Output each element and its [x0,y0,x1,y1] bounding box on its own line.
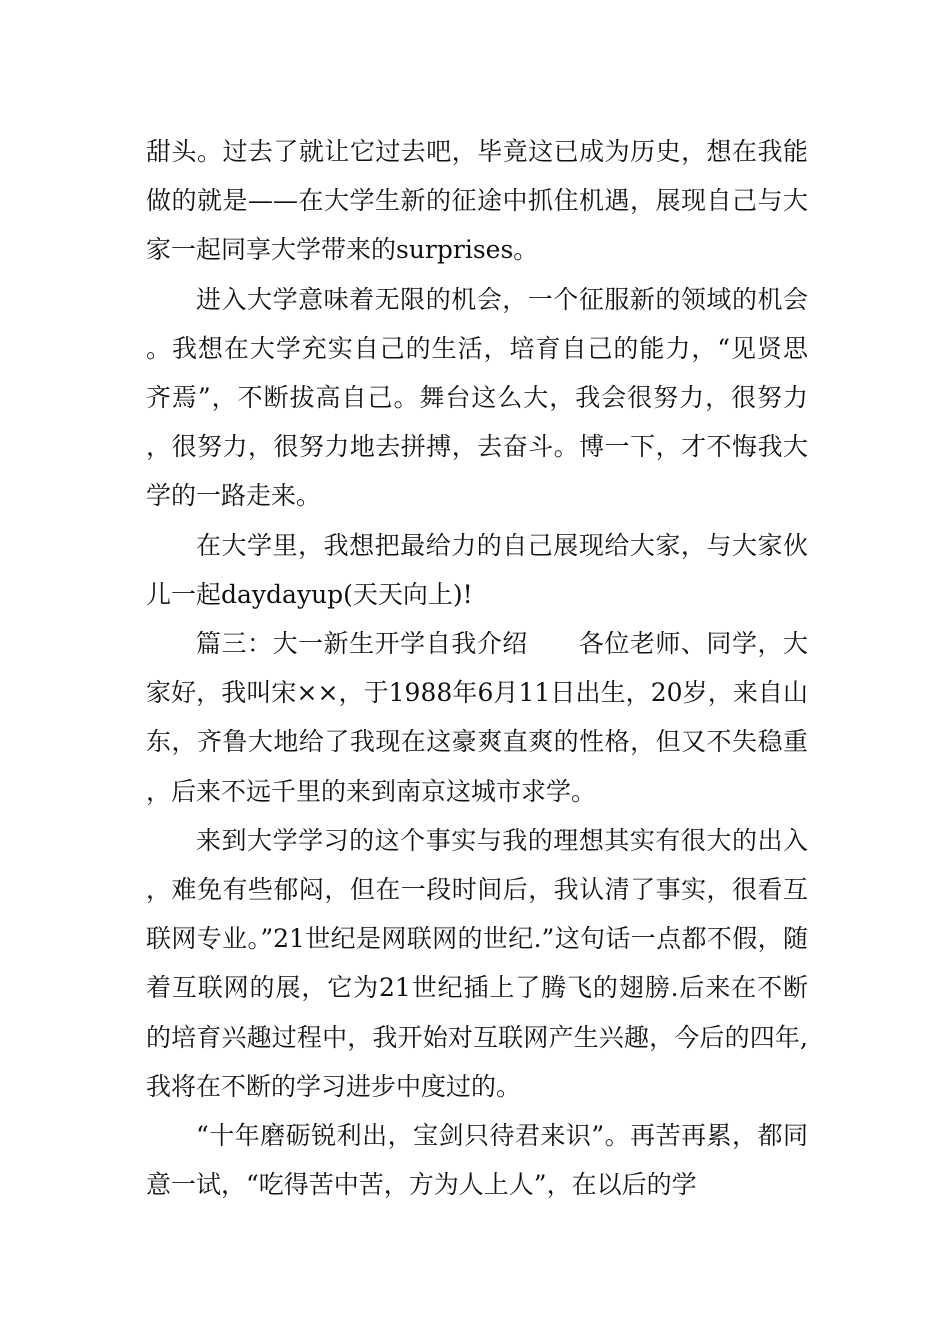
paragraph-show-yourself: 在大学里，我想把最给力的自己展现给大家，与大家伙儿一起daydayup(天天向上)! [146,530,808,609]
paragraph-internet-major: 来到大学学习的这个事实与我的理想其实有很大的出入，难免有些郁闷，但在一段时间后，我认清了事实，很看互联网专业。”21世纪是网联网的世纪.”这句话一点都不假，随着互联网的展，它为21世纪插上了腾飞的翅膀.后来在不断的培育兴趣过程中，我开始对互联网产生兴趣，今后的四年,我将在不断的学习进步中度过的。 [146,825,808,1101]
paragraph-hard-work: “十年磨砺锐利出，宝剑只待君来识”。再苦再累，都同意一试，“吃得苦中苦，方为人上人”，在以后的学 [146,1121,808,1200]
paragraph-opportunity: 进入大学意味着无限的机会，一个征服新的领域的机会。我想在大学充实自己的生活，培育自己的能力，“见贤思齐焉”，不断拔高自己。舞台这么大，我会很努力，很努力，很努力，很努力地去拼搏，去奋斗。博一下，才不悔我大学的一路走来。 [146,284,808,511]
paragraph-continuation: 甜头。过去了就让它过去吧，毕竟这已成为历史，想在我能做的就是——在大学生新的征途中抓住机遇，展现自己与大家一起同享大学带来的surprises。 [146,137,808,265]
body-text [146,127,808,1209]
paragraph-section-three: 篇三：大一新生开学自我介绍 各位老师、同学，大家好，我叫宋××，于1988年6月11日出生，20岁，来自山东，齐鲁大地给了我现在这豪爽直爽的性格，但又不失稳重，后来不远千里的来到南京这城市求学。 [146,629,808,806]
